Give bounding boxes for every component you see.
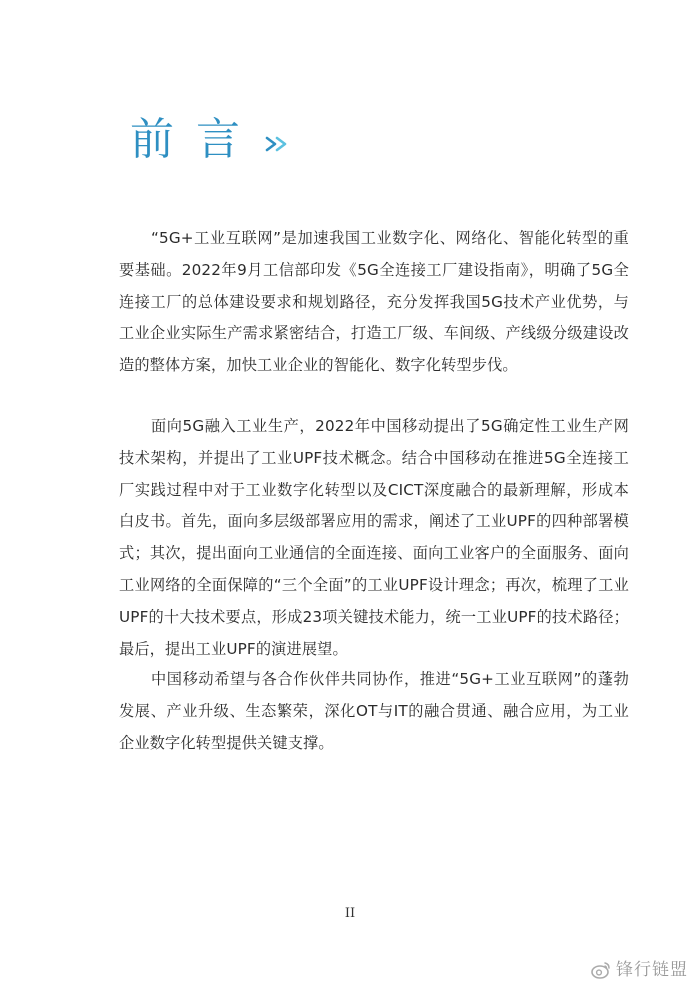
- page-number: II: [344, 906, 356, 921]
- weibo-logo-icon: [590, 959, 612, 981]
- paragraph-cooperation: 中国移动希望与各合作伙伴共同协作，推进“5G+工业互联网”的蓬勃发展、产业升级、生态繁荣，深化OT与IT的融合贯通、融合应用，为工业企业数字化转型提供关键支撑。: [119, 670, 629, 752]
- watermark-text: 锋行链盟: [616, 960, 688, 980]
- paragraph-intro: “5G+工业互联网”是加速我国工业数字化、网络化、智能化转型的重要基础。2022年9月工信部印发《5G全连接工厂建设指南》，明确了5G全连接工厂的总体建设要求和规划路径，充分发挥我国5G技术产业优势，与工业企业实际生产需求紧密结合，打造工厂级、车间级、产线级分级建设改造的整体方案，加快工业企业的智能化、数字化转型步伐。: [119, 229, 629, 375]
- double-chevron-right-icon: [264, 134, 294, 154]
- page-title: 前言: [130, 114, 262, 165]
- section-heading: [130, 114, 294, 165]
- paragraph-architecture: 面向5G融入工业生产，2022年中国移动提出了5G确定性工业生产网技术架构，并提出了工业UPF技术概念。结合中国移动在推进5G全连接工厂实践过程中对于工业数字化转型以及CICT深度融合的最新理解，形成本白皮书。首先，面向多层级部署应用的需求，阐述了工业UPF的四种部署模式；其次，提出面向工业通信的全面连接、面向工业客户的全面服务、面向工业网络的全面保障的“三个全面”的工业UPF设计理念；再次，梳理了工业UPF的十大技术要点，形成23项关键技术能力，统一工业UPF的技术路径；最后，提出工业UPF的演进展望。: [119, 417, 629, 658]
- watermark: [590, 959, 688, 981]
